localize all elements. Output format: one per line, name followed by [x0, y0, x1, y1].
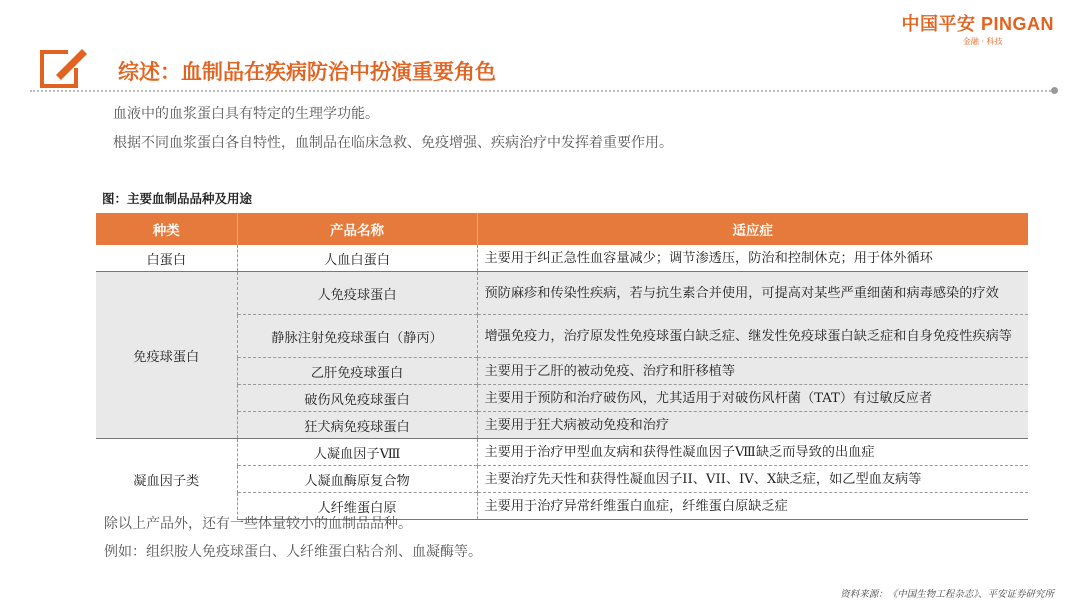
- table-row: [96, 439, 1028, 466]
- intro-line-1: 血液中的血浆蛋白具有特定的生理学功能。: [113, 106, 379, 122]
- indication-cell: 主要用于纠正急性血容量减少；调节渗透压，防治和控制休克；用于体外循环: [477, 245, 1028, 272]
- table-row: [96, 245, 1028, 272]
- logo-text: 中国平安 PINGAN: [901, 14, 1054, 34]
- category-cell: 白蛋白: [146, 252, 187, 268]
- product-name-cell: 人纤维蛋白原: [237, 493, 477, 520]
- source-note: 资料来源：《中国生物工程杂志》、平安证券研究所: [840, 589, 1054, 600]
- title-divider: [30, 90, 1054, 92]
- figure-caption: 图：主要血制品品种及用途: [102, 191, 253, 206]
- header-indication: 适应症: [477, 213, 1028, 245]
- pencil-note-icon: [38, 46, 88, 90]
- note-line-2: 例如：组织胺人免疫球蛋白、人纤维蛋白粘合剂、血凝酶等。: [104, 544, 482, 560]
- product-name-cell: 破伤风免疫球蛋白: [237, 385, 477, 412]
- indication-cell: 主要用于乙肝的被动免疫、治疗和肝移植等: [477, 358, 1028, 385]
- pingan-logo: [901, 10, 1054, 47]
- logo-tagline: 金融 · 科技: [962, 37, 1003, 46]
- header-product-name: 产品名称: [237, 213, 477, 245]
- category-cell: 凝血因子类: [96, 439, 237, 520]
- product-name-cell: 乙肝免疫球蛋白: [237, 358, 477, 385]
- table-row: [96, 272, 1028, 315]
- indication-cell: 主要治疗先天性和获得性凝血因子II、VII、IV、X缺乏症，如乙型血友病等: [477, 466, 1028, 493]
- product-name-cell: 人免疫球蛋白: [237, 272, 477, 315]
- product-name-cell: 人血白蛋白: [237, 245, 477, 272]
- table-header-row: [96, 213, 1028, 245]
- indication-cell: 主要用于预防和治疗破伤风，尤其适用于对破伤风杆菌（TAT）有过敏反应者: [477, 385, 1028, 412]
- header-category: 种类: [96, 213, 237, 245]
- product-name-cell: 人凝血酶原复合物: [237, 466, 477, 493]
- indication-cell: 主要用于治疗异常纤维蛋白血症，纤维蛋白原缺乏症: [477, 493, 1028, 520]
- category-cell: 免疫球蛋白: [96, 272, 237, 439]
- indication-cell: 主要用于治疗甲型血友病和获得性凝血因子Ⅷ缺乏而导致的出血症: [477, 439, 1028, 466]
- product-name-cell: 狂犬病免疫球蛋白: [237, 412, 477, 439]
- product-name-cell: 人凝血因子Ⅷ: [237, 439, 477, 466]
- product-table: [96, 213, 1028, 520]
- divider-dot: [1051, 87, 1058, 94]
- indication-cell: 增强免疫力，治疗原发性免疫球蛋白缺乏症、继发性免疫球蛋白缺乏症和自身免疫性疾病等: [477, 315, 1028, 358]
- indication-cell: 预防麻疹和传染性疾病，若与抗生素合并使用，可提高对某些严重细菌和病毒感染的疗效: [477, 272, 1028, 315]
- intro-line-2: 根据不同血浆蛋白各自特性，血制品在临床急救、免疫增强、疾病治疗中发挥着重要作用。: [113, 135, 673, 151]
- indication-cell: 主要用于狂犬病被动免疫和治疗: [477, 412, 1028, 439]
- page-title: 综述：血制品在疾病防治中扮演重要角色: [118, 60, 496, 84]
- note-line-1: 除以上产品外，还有一些体量较小的血制品品种。: [104, 516, 412, 532]
- product-name-cell: 静脉注射免疫球蛋白（静丙）: [237, 315, 477, 358]
